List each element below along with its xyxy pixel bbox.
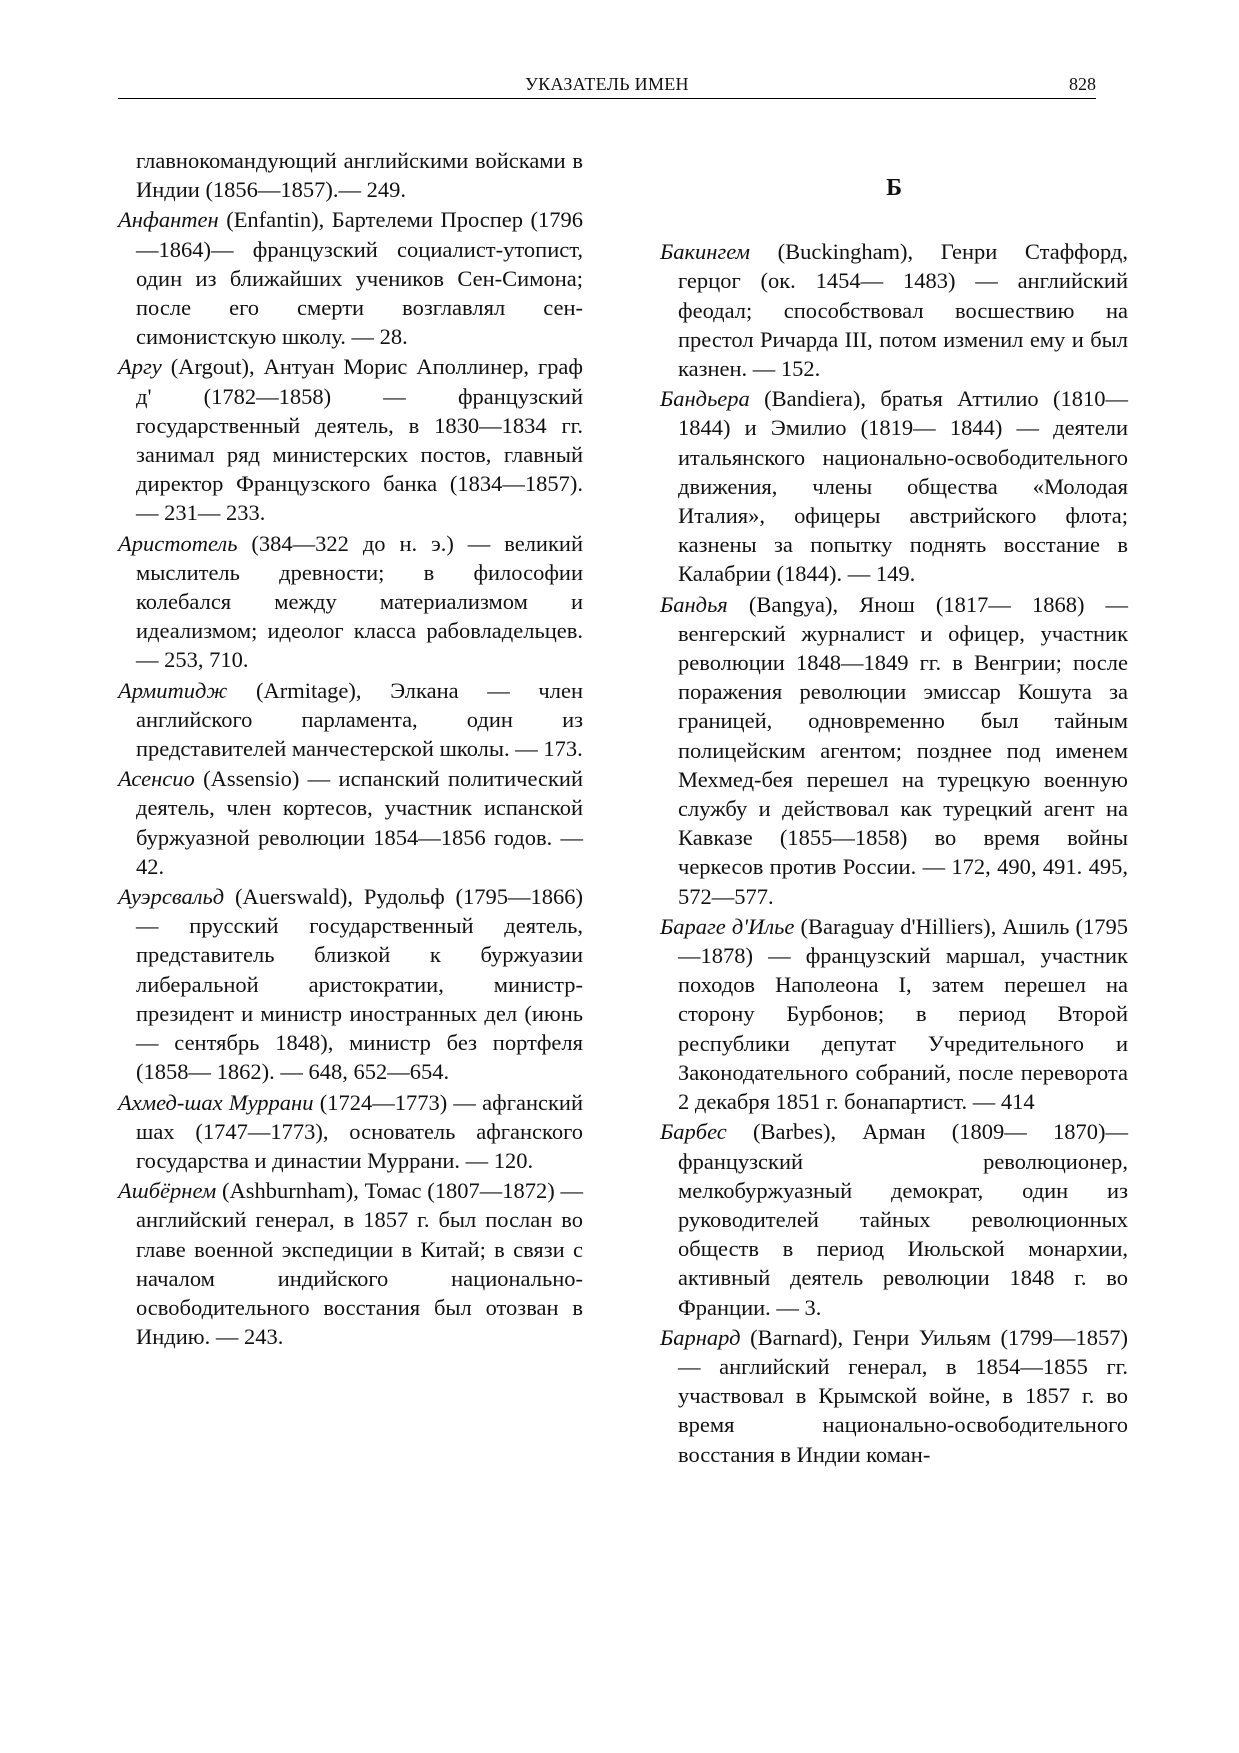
left-column: [118, 146, 583, 1352]
index-entry-barnard: [660, 1323, 1128, 1469]
entry-name: Барбес: [660, 1119, 727, 1145]
page-number: 828: [1069, 74, 1096, 94]
entry-name: Армитидж: [118, 677, 228, 703]
index-entry-ahmed-shah: [118, 1088, 583, 1176]
index-entry-enfantin: [118, 205, 583, 351]
header-title: УКАЗАТЕЛЬ ИМЕН: [525, 74, 689, 94]
entry-text: (Bangya), Янош (1817— 1868) — венгерский журналист и офицер, участник революции 1848—1849 гг. в Венгрии; после поражения революции эмиссар Кошута за границей, одновременно был тайным полицейским агентом; позднее под именем Мехмед-бея перешел на турецкую военную службу и действовал как турецкий агент на Кавказе (1855—1858) во время войны черкесов против России. — 172, 490, 491. 495, 572—577.: [678, 591, 1128, 909]
entry-text: (Armitage), Элкана — член английского парламента, один из представителей манчестерской школы. — 173.: [136, 677, 583, 762]
entry-text: (1724—1773) — афганский шах (1747—1773), основатель афганского государства и династии Муррани. — 120.: [136, 1089, 583, 1173]
entry-text: (384—322 до н. э.) — великий мыслитель древности; в философии колебался между материализмом и идеализмом; идеолог класса рабовладельцев.— 253, 710.: [136, 530, 583, 673]
entry-name: Анфантен: [118, 207, 219, 233]
entry-name: Бандья: [660, 591, 728, 617]
entry-name: Ауэрсвальд: [118, 884, 225, 910]
right-column: [660, 146, 1128, 1470]
index-entry-ashburnham: [118, 1176, 583, 1351]
entry-name: Бандьера: [660, 386, 750, 412]
index-entry-aristotle: [118, 529, 583, 675]
entry-name: Ахмед-шах Муррани: [118, 1089, 314, 1115]
index-entry-barbes: [660, 1117, 1128, 1321]
index-entry-auerswald: [118, 882, 583, 1086]
entry-name: Бакингем: [660, 239, 751, 265]
entry-name: Асенсио: [118, 766, 195, 792]
entry-text: (Ashburnham), Томас (1807—1872) — английский генерал, в 1857 г. был послан во главе военной экспедиции в Китай; в связи с началом индийского национально-освободительного восстания был отозван в Индию. — 243.: [136, 1178, 583, 1350]
entry-name: Барнард: [660, 1324, 741, 1350]
entry-text: (Barnard), Генри Уильям (1799—1857) — английский генерал, в 1854—1855 гг. участвовал в Крымской войне, в 1857 г. во время национально-освободительного восстания в Индии коман-: [678, 1324, 1128, 1467]
entry-name: Аристотель: [118, 530, 238, 556]
index-entry-baraguay: [660, 912, 1128, 1116]
entry-name: Ашбёрнем: [118, 1178, 217, 1204]
entry-text: (Auerswald), Рудольф (1795—1866) — прусский государственный деятель, представитель близкой к буржуазии либеральной аристократии, министр-президент и министр иностранных дел (июнь — сентябрь 1848), министр без портфеля (1858— 1862). — 648, 652—654.: [136, 884, 583, 1085]
entry-text: (Bandiera), братья Аттилио (1810—1844) и Эмилио (1819— 1844) — деятели итальянского национально-освободительного движения, члены общества «Молодая Италия», офицеры австрийского флота; казнены за попытку поднять восстание в Калабрии (1844). — 149.: [678, 386, 1128, 587]
index-entry-assensio: [118, 764, 583, 881]
running-header: [118, 72, 1096, 99]
index-entry-buckingham: [660, 237, 1128, 383]
entry-name: Бараге д'Илье: [660, 913, 795, 939]
entry-text: (Assensio) — испанский политический деятель, член кортесов, участник испанской буржуазной революции 1854—1856 годов. — 42.: [136, 766, 583, 879]
continued-entry: главнокомандующий английскими войсками в Индии (1856—1857).— 249.: [136, 148, 583, 203]
index-entry-armitage: [118, 676, 583, 764]
index-entry-argout: [118, 352, 583, 527]
index-entry-bandiera: [660, 384, 1128, 588]
entry-name: Аргу: [118, 354, 162, 380]
entry-text: (Buckingham), Генри Стаффорд, герцог (ок. 1454— 1483) — английский феодал; способствовал восшествию на престол Ричарда III, потом изменил ему и был казнен. — 152.: [678, 239, 1128, 382]
entry-text: (Enfantin), Бартелеми Проспер (1796—1864)— французский социалист-утопист, один из ближайших учеников Сен-Симона; после его смерти возглавлял сен-симонистскую школу. — 28.: [136, 207, 583, 350]
entry-text: (Baraguay d'Hilliers), Ашиль (1795—1878) — французский маршал, участник походов Наполеона I, затем перешел на сторону Бурбонов; в период Второй республики депутат Учредительного и Законодательного собраний, после переворота 2 декабря 1851 г. бонапартист. — 414: [678, 913, 1128, 1115]
section-letter: Б: [886, 175, 902, 201]
index-entry-bangya: [660, 590, 1128, 911]
entry-text: (Argout), Антуан Морис Аполлинер, граф д' (1782—1858) — французский государственный деятель, в 1830—1834 гг. занимал ряд министерских постов, главный директор Французского банка (1834—1857). — 231— 233.: [136, 354, 583, 526]
entry-text: (Barbes), Арман (1809— 1870)— французский революционер, мелкобуржуазный демократ, один из руководителей тайных революционных обществ в период Июльской монархии, активный деятель революции 1848 г. во Франции. — 3.: [678, 1119, 1128, 1320]
